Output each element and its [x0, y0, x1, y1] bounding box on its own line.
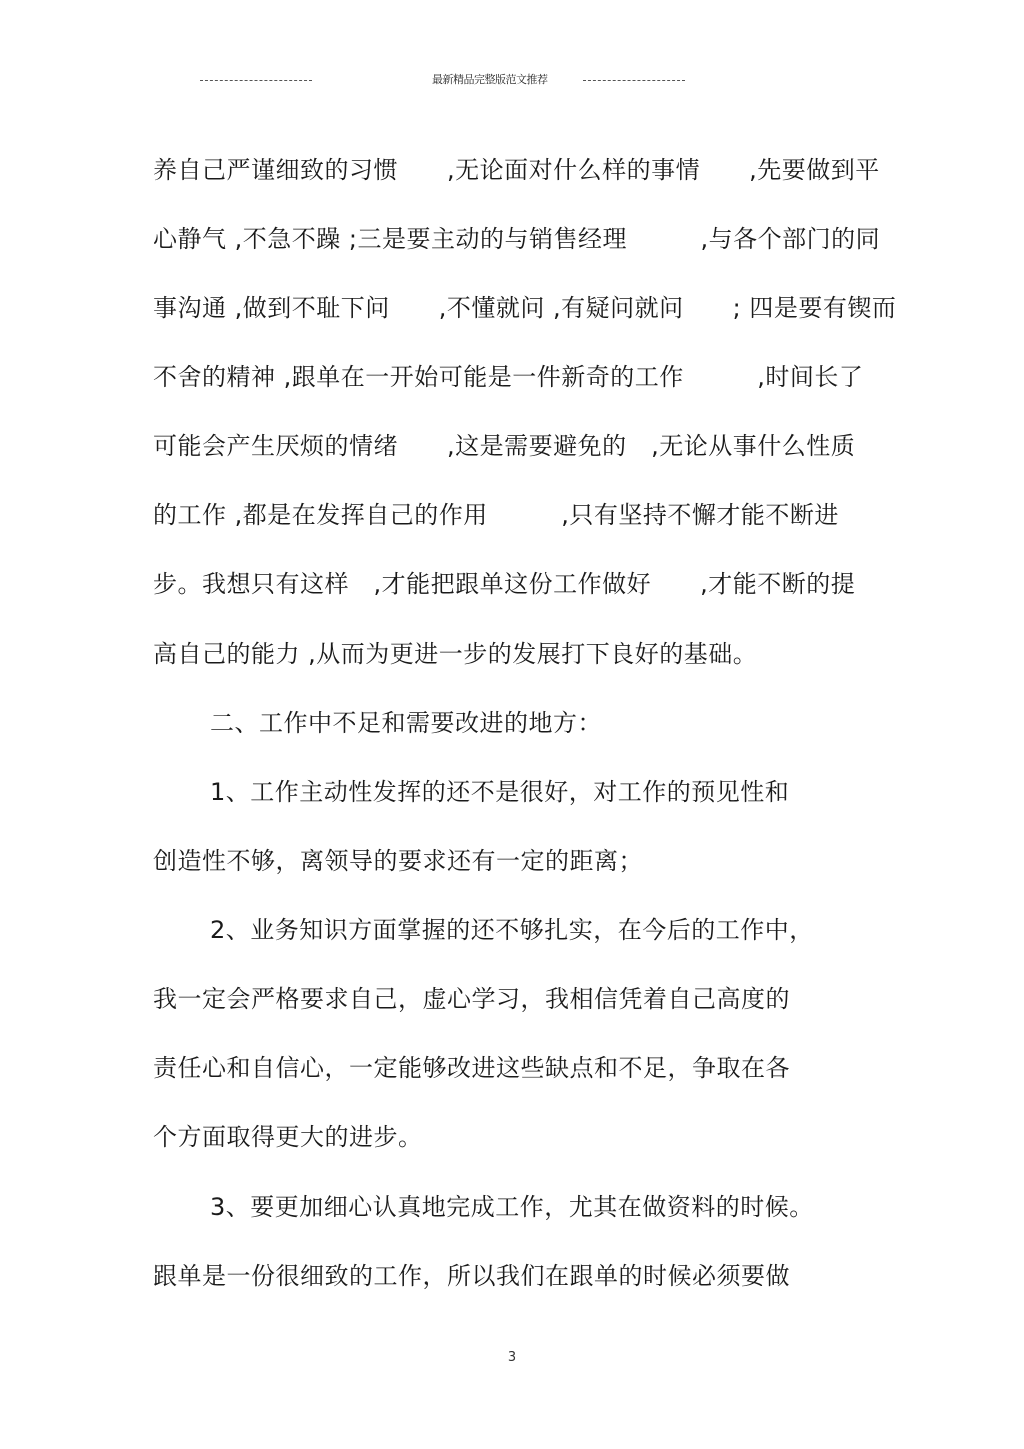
section-heading: 二、工作中不足和需要改进的地方：	[210, 709, 602, 737]
body-line: 责任心和自信心，一定能够改进这些缺点和不足，争取在各	[153, 1054, 790, 1082]
page-header	[200, 72, 690, 88]
body-line: 个方面取得更大的进步。	[153, 1123, 423, 1151]
body-line: 跟单是一份很细致的工作，所以我们在跟单的时候必须要做	[153, 1262, 790, 1290]
body-line: 高自己的能力 ,从而为更进一步的发展打下良好的基础。	[153, 640, 758, 668]
body-line: 的工作 ,都是在发挥自己的作用 ,只有坚持不懈才能不断进	[153, 501, 839, 529]
body-line: 养自己严谨细致的习惯 ,无论面对什么样的事情 ,先要做到平	[153, 156, 880, 184]
body-line: 创造性不够，离领导的要求还有一定的距离；	[153, 847, 643, 875]
body-line: 我一定会严格要求自己，虚心学习，我相信凭着自己高度的	[153, 985, 790, 1013]
body-line: 不舍的精神 ,跟单在一开始可能是一件新奇的工作 ,时间长了	[153, 363, 864, 391]
body-line: 事沟通 ,做到不耻下问 ,不懂就问 ,有疑问就问 ; 四是要有锲而	[153, 294, 897, 322]
header-title: 最新精品完整版范文推荐	[432, 73, 548, 86]
page-number: 3	[507, 1350, 517, 1365]
body-line: 步。我想只有这样 ,才能把跟单这份工作做好 ,才能不断的提	[153, 570, 856, 598]
header-rule-right	[583, 80, 685, 81]
header-rule-left	[200, 80, 312, 81]
list-item-1: 1、工作主动性发挥的还不是很好，对工作的预见性和	[210, 778, 790, 806]
body-line: 心静气 ,不急不躁 ;三是要主动的与销售经理 ,与各个部门的同	[153, 225, 881, 253]
list-item-2: 2、业务知识方面掌握的还不够扎实，在今后的工作中，	[210, 916, 814, 944]
body-line: 可能会产生厌烦的情绪 ,这是需要避免的 ,无论从事什么性质	[153, 432, 856, 460]
list-item-3: 3、要更加细心认真地完成工作，尤其在做资料的时候。	[210, 1193, 814, 1221]
